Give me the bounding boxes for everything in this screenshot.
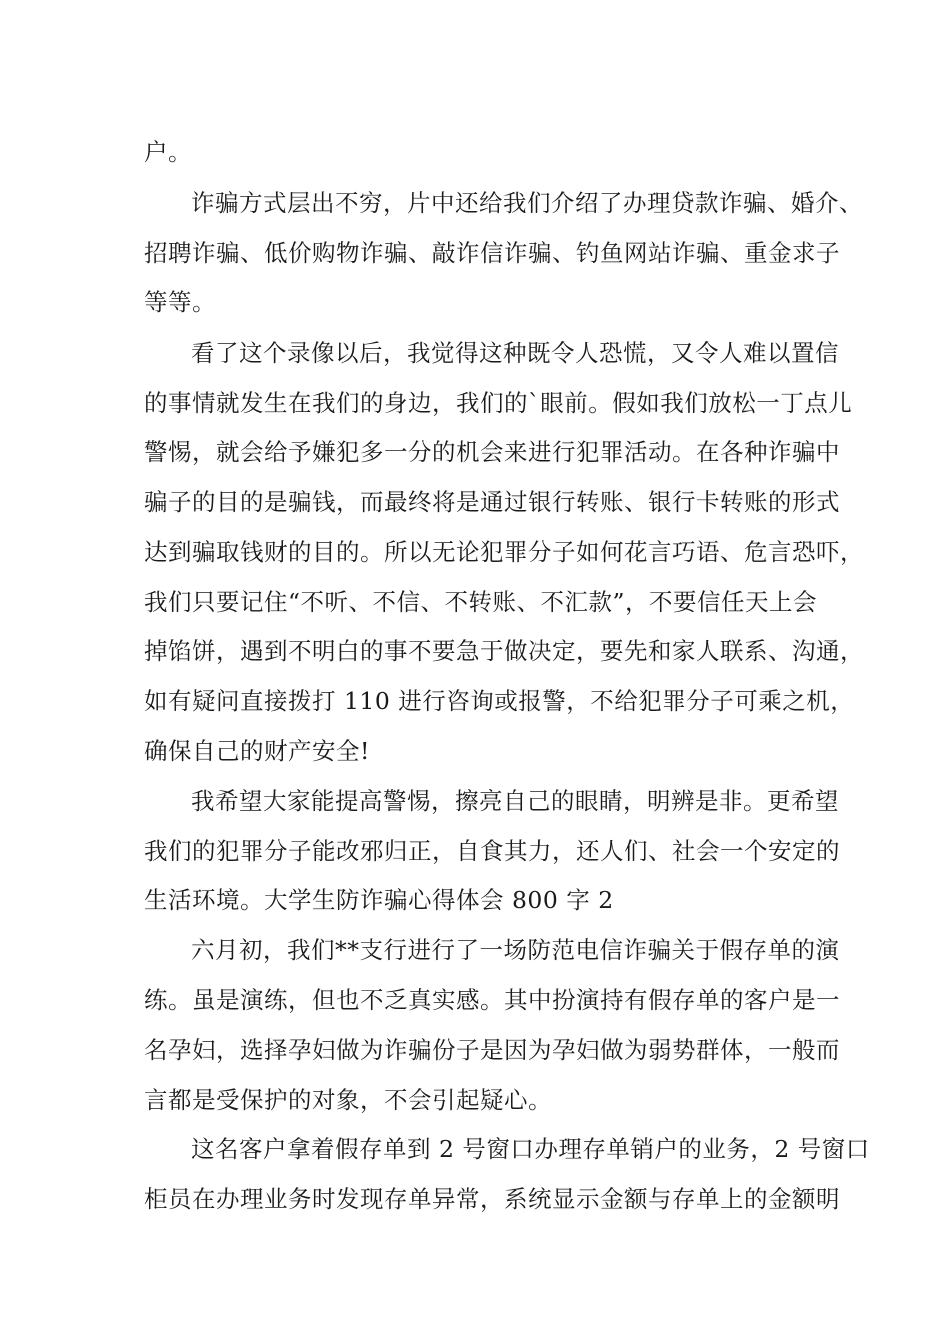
text-line: 诈骗方式层出不穷，片中还给我们介绍了办理贷款诈骗、婚介、 [191,189,863,217]
text-line: 柜员在办理业务时发现存单异常，系统显示金额与存单上的金额明 [144,1185,840,1213]
text-line: 生活环境。大学生防诈骗心得体会 800 字 2 [144,886,614,914]
text-line: 招聘诈骗、低价购物诈骗、敲诈信诈骗、钓鱼网站诈骗、重金求子 [144,239,840,267]
text-line: 我希望大家能提高警惕，擦亮自己的眼睛，明辨是非。更希望 [191,787,839,815]
text-line: 六月初，我们**支行进行了一场防范电信诈骗关于假存单的演 [191,936,840,964]
text-line: 我们的犯罪分子能改邪归正，自食其力，还人们、社会一个安定的 [144,837,840,865]
text-line: 骗子的目的是骗钱，而最终将是通过银行转账、银行卡转账的形式 [144,488,840,516]
text-line: 达到骗取钱财的目的。所以无论犯罪分子如何花言巧语、危言恐吓， [144,538,864,566]
text-line: 言都是受保护的对象，不会引起疑心。 [144,1086,552,1114]
text-line: 如有疑问直接拨打 110 进行咨询或报警，不给犯罪分子可乘之机， [144,687,855,715]
text-line: 名孕妇，选择孕妇做为诈骗份子是因为孕妇做为弱势群体，一般而 [144,1036,840,1064]
text-line: 练。虽是演练，但也不乏真实感。其中扮演持有假存单的客户是一 [144,986,840,1014]
text-line: 等等。 [144,288,216,316]
text-line: 这名客户拿着假存单到 2 号窗口办理存单销户的业务，2 号窗口 [191,1135,870,1163]
text-line: 看了这个录像以后，我觉得这种既令人恐慌，又令人难以置信 [191,339,839,367]
text-line: 确保自己的财产安全! [144,737,370,765]
text-line: 警惕，就会给予嫌犯多一分的机会来进行犯罪活动。在各种诈骗中 [144,438,840,466]
text-line: 掉馅饼，遇到不明白的事不要急于做决定，要先和家人联系、沟通， [144,637,864,665]
text-line: 我们只要记住“不听、不信、不转账、不汇款”，不要信任天上会 [144,588,818,616]
text-line: 户。 [144,138,192,166]
text-line: 的事情就发生在我们的身边，我们的`眼前。假如我们放松一丁点儿 [144,389,853,417]
